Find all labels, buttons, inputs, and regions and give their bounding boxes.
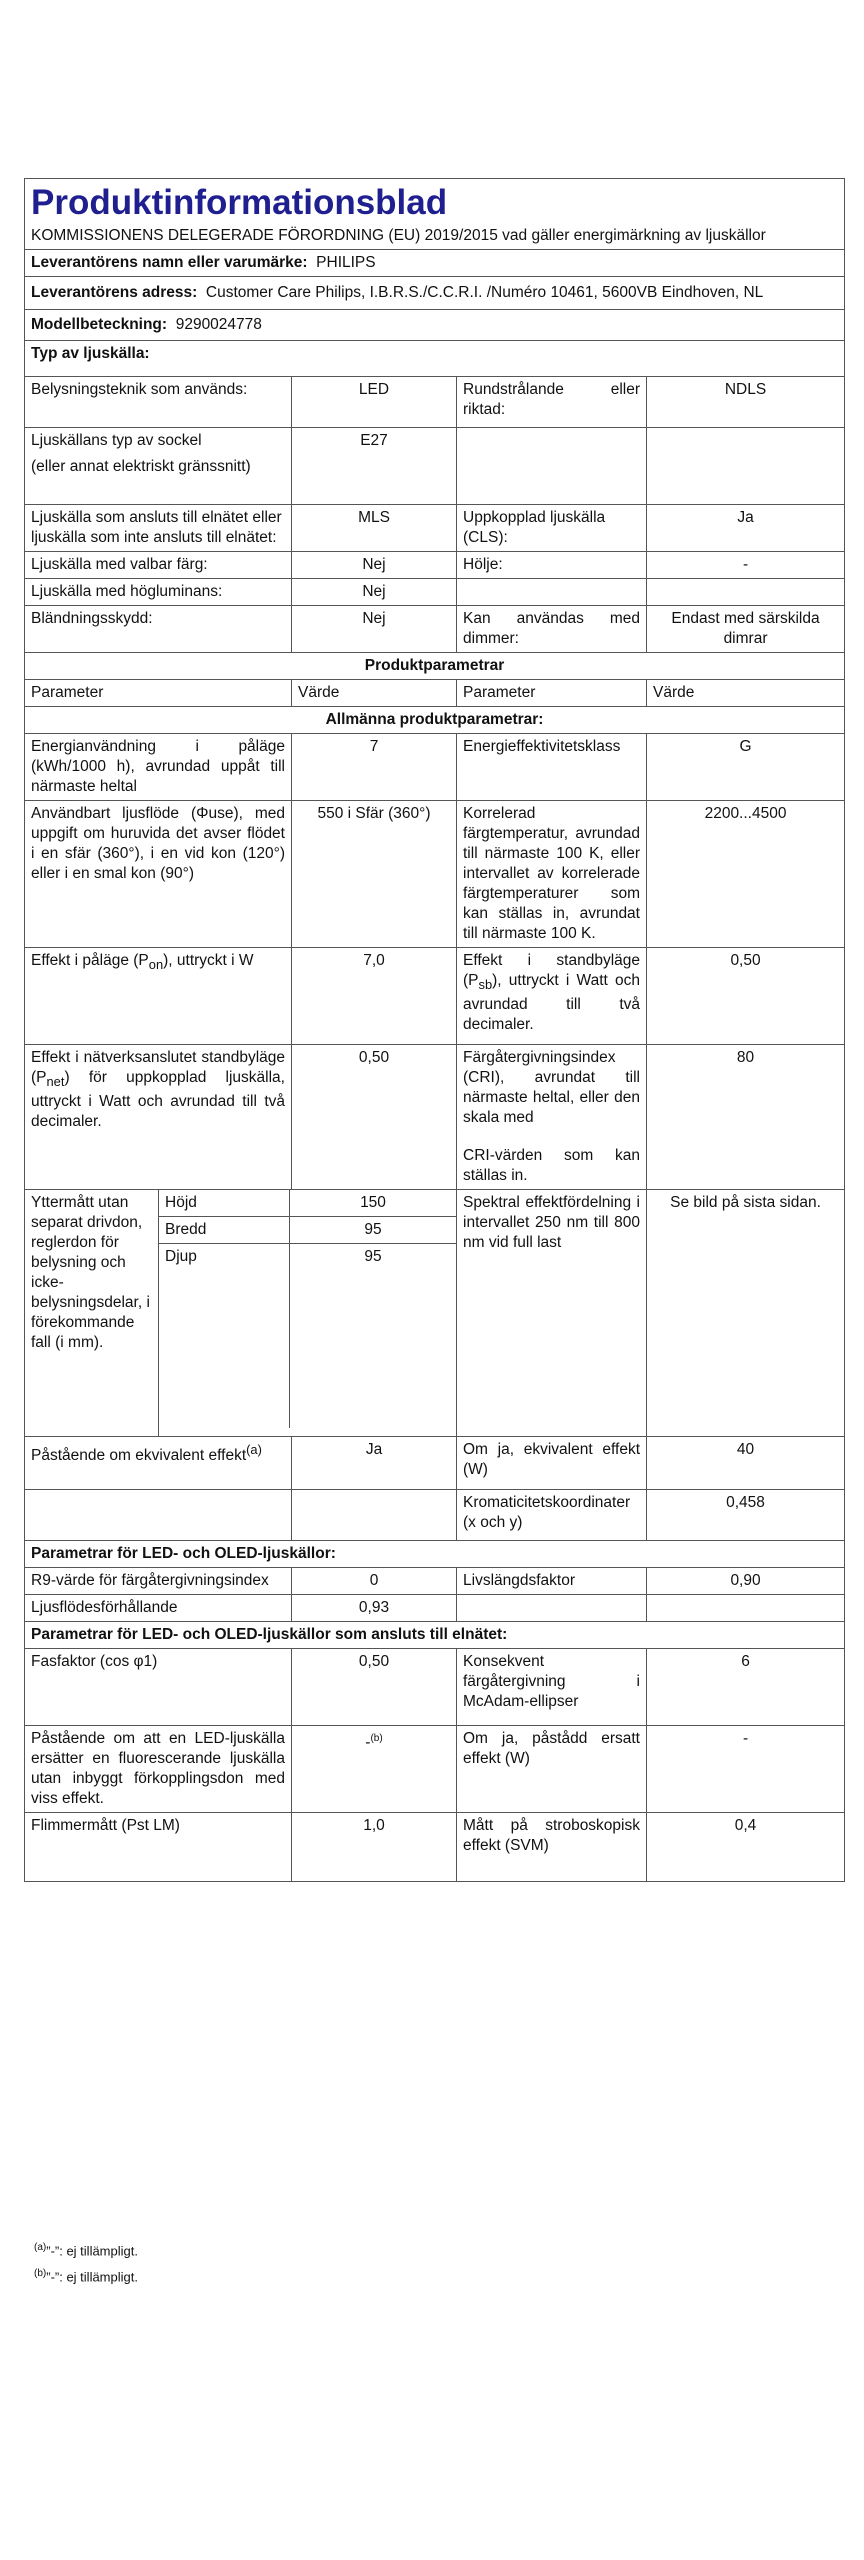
mains-heading-row: [25, 1622, 845, 1649]
type-label-2: Uppkopplad ljuskälla (CLS):: [457, 505, 647, 552]
general-heading-row: [25, 707, 845, 734]
type-value-2: NDLS: [647, 377, 845, 428]
type-label: Ljuskällans typ av sockel: [31, 432, 202, 449]
row-power-factor: [25, 1649, 845, 1726]
model-row: [25, 310, 845, 341]
row-networked-standby: [25, 1045, 845, 1190]
led-heading-row: [25, 1541, 845, 1568]
type-label: Ljuskälla som ansluts till elnätet eller ljuskälla som inte ansluts till elnätet:: [25, 505, 292, 552]
type-label-2: [457, 428, 647, 505]
general-params-heading: Allmänna produktparametrar:: [25, 707, 845, 734]
param-value: 7,0: [292, 948, 457, 1045]
param-value-2: 6: [647, 1649, 845, 1726]
param-label: Användbart ljusflöde (Φuse), med uppgift om huruvida det avser flödet i en sfär (360°), i en vid kon (120°) eller i en smal kon (90°): [25, 801, 292, 948]
type-value-2: Endast med särskilda dimrar: [647, 606, 845, 653]
param-value: -$^{(b)}$: [292, 1726, 457, 1813]
model-label: Modellbeteckning:: [31, 316, 168, 333]
row-energy-use: [25, 734, 845, 801]
type-value: Nej: [292, 606, 457, 653]
footnote-b: $^{(b)}$”-”: ej tillämpligt.: [34, 2268, 138, 2285]
type-label-2: [457, 579, 647, 606]
param-value: 1,0: [292, 1813, 457, 1882]
param-value: Ja: [292, 1437, 457, 1490]
row-luminous-flux: [25, 801, 845, 948]
param-label-2: Färgåtergivningsindex (CRI), avrundat till närmaste heltal, eller den skala med CRI-värden som kan ställas in.: [457, 1045, 647, 1190]
param-value: 0,50: [292, 1045, 457, 1190]
param-label-2: Mått på stroboskopisk effekt (SVM): [457, 1813, 647, 1882]
width-label: Bredd: [159, 1217, 290, 1244]
row-dimensions: [25, 1190, 845, 1437]
type-label-2: Rundstrålande eller riktad:: [457, 377, 647, 428]
param-label: Effekt i påläge $(P_{on})$, uttryckt i W: [25, 948, 292, 1045]
param-value-2: 2200...4500: [647, 801, 845, 948]
type-heading-row: [25, 341, 845, 377]
param-value: 0,50: [292, 1649, 457, 1726]
col-header-parameter-2: Parameter: [457, 680, 647, 707]
param-value-2: 0,458: [647, 1490, 845, 1541]
product-params-heading: Produktparametrar: [25, 653, 845, 680]
mains-params-heading: Parametrar för LED- och OLED-ljuskällor som ansluts till elnätet:: [25, 1622, 845, 1649]
param-value-2: G: [647, 734, 845, 801]
product-information-sheet: [24, 178, 844, 1882]
product-params-heading-row: [25, 653, 845, 680]
address-label: Leverantörens adress:: [31, 284, 198, 301]
document-title: Produktinformationsblad: [31, 183, 448, 222]
param-label-2: Korrelerad färgtemperatur, avrundad till närmaste 100 K, eller intervallet av korrelerade färgtemperaturer som kan ställas in, avrundat till närmaste 100 K.: [457, 801, 647, 948]
type-row-colour: [25, 552, 845, 579]
param-label-2: Om ja, påstådd ersatt effekt (W): [457, 1726, 647, 1813]
type-row-glare: [25, 606, 845, 653]
column-header-row: [25, 680, 845, 707]
param-label-2: Spektral effektfördelning i intervallet 250 nm till 800 nm vid full last: [457, 1190, 647, 1437]
param-value-2: 40: [647, 1437, 845, 1490]
type-value-2: [647, 428, 845, 505]
type-label: Ljuskälla med valbar färg:: [25, 552, 292, 579]
param-value: 0,93: [292, 1595, 457, 1622]
param-label: Yttermått utan separat drivdon, reglerdon för belysning och icke-belysningsdelar, i förekommande fall (i mm).: [25, 1190, 159, 1437]
param-value-2: 80: [647, 1045, 845, 1190]
supplier-label: Leverantörens namn eller varumärke:: [31, 254, 308, 271]
param-label-2: Konsekvent färgåtergivning i McAdam-ellipser: [457, 1649, 647, 1726]
param-value: 550 i Sfär (360°): [292, 801, 457, 948]
type-value: LED: [292, 377, 457, 428]
param-value-2: 0,50: [647, 948, 845, 1045]
depth-label: Djup: [159, 1244, 290, 1429]
supplier-value: PHILIPS: [316, 254, 376, 271]
supplier-row: [25, 250, 845, 277]
row-flux-ratio: [25, 1595, 845, 1622]
model-value: 9290024778: [175, 316, 262, 333]
row-power-on: [25, 948, 845, 1045]
led-params-heading: Parametrar för LED- och OLED-ljuskällor:: [25, 1541, 845, 1568]
param-label: Ljusflödesförhållande: [25, 1595, 292, 1622]
type-row-socket: [25, 428, 845, 505]
address-row: [25, 277, 845, 310]
type-row-mains: [25, 505, 845, 552]
col-header-parameter: Parameter: [25, 680, 292, 707]
row-r9: [25, 1568, 845, 1595]
type-value-2: [647, 579, 845, 606]
regulation-reference: KOMMISSIONENS DELEGERADE FÖRORDNING (EU) 2019/2015 vad gäller energimärkning av ljuskällor: [31, 227, 766, 244]
type-value: E27: [292, 428, 457, 505]
param-label-2: Livslängdsfaktor: [457, 1568, 647, 1595]
row-chromaticity: [25, 1490, 845, 1541]
type-row-luminance: [25, 579, 845, 606]
param-label-2: Kromaticitetskoordinater (x och y): [457, 1490, 647, 1541]
type-value-2: -: [647, 552, 845, 579]
param-label: R9-värde för färgåtergivningsindex: [25, 1568, 292, 1595]
col-header-value: Värde: [292, 680, 457, 707]
param-value-2: 0,90: [647, 1568, 845, 1595]
type-label-2: Kan användas med dimmer:: [457, 606, 647, 653]
row-flicker: [25, 1813, 845, 1882]
param-value-2: 0,4: [647, 1813, 845, 1882]
type-label: Ljuskälla med högluminans:: [25, 579, 292, 606]
type-label: Belysningsteknik som används:: [25, 377, 292, 428]
param-value-2: -: [647, 1726, 845, 1813]
type-label-note: (eller annat elektriskt gränssnitt): [31, 458, 251, 475]
param-label: Energianvändning i påläge (kWh/1000 h), avrundad uppåt till närmaste heltal: [25, 734, 292, 801]
type-label: Bländningsskydd:: [25, 606, 292, 653]
param-label-2: Effekt i standbyläge $(P_{sb})$, uttryckt i Watt och avrundad till två decimaler.: [457, 948, 647, 1045]
param-label-2: Energieffektivitetsklass: [457, 734, 647, 801]
depth-value: 95: [364, 1248, 382, 1265]
type-value: MLS: [292, 505, 457, 552]
footnote-a: $^{(a)}$”-”: ej tillämpligt.: [34, 2242, 138, 2259]
row-equivalent-power: [25, 1437, 845, 1490]
height-label: Höjd: [159, 1190, 290, 1217]
height-value: 150: [290, 1190, 457, 1217]
type-label-2: Hölje:: [457, 552, 647, 579]
param-label: Påstående om ekvivalent effekt$^{(a)}$: [25, 1437, 292, 1490]
type-value: Nej: [292, 552, 457, 579]
param-label: Påstående om att en LED-ljuskälla ersätter en fluorescerande ljuskälla utan inbyggt förkopplingsdon med viss effekt.: [25, 1726, 292, 1813]
dimensions-block: [159, 1190, 457, 1437]
param-label: Effekt i nätverksanslutet standbyläge $(P_{net})$ för uppkopplad ljuskälla, uttryckt i Watt och avrundad till två decimaler.: [25, 1045, 292, 1190]
title-row: [25, 179, 845, 250]
param-label-2: Om ja, ekvivalent effekt (W): [457, 1437, 647, 1490]
type-row-technology: [25, 377, 845, 428]
param-label: Fasfaktor (cos φ1): [25, 1649, 292, 1726]
row-replacement-claim: [25, 1726, 845, 1813]
product-info-table: [24, 178, 845, 1882]
param-value: 7: [292, 734, 457, 801]
width-value: 95: [290, 1217, 457, 1244]
param-value: 0: [292, 1568, 457, 1595]
col-header-value-2: Värde: [647, 680, 845, 707]
address-value: Customer Care Philips, I.B.R.S./C.C.R.I. /Numéro 10461, 5600VB Eindhoven, NL: [205, 284, 764, 301]
type-heading: Typ av ljuskälla:: [25, 341, 845, 377]
type-value-2: Ja: [647, 505, 845, 552]
param-value-2: Se bild på sista sidan.: [647, 1190, 845, 1437]
type-value: Nej: [292, 579, 457, 606]
param-label: Flimmermått (Pst LM): [25, 1813, 292, 1882]
